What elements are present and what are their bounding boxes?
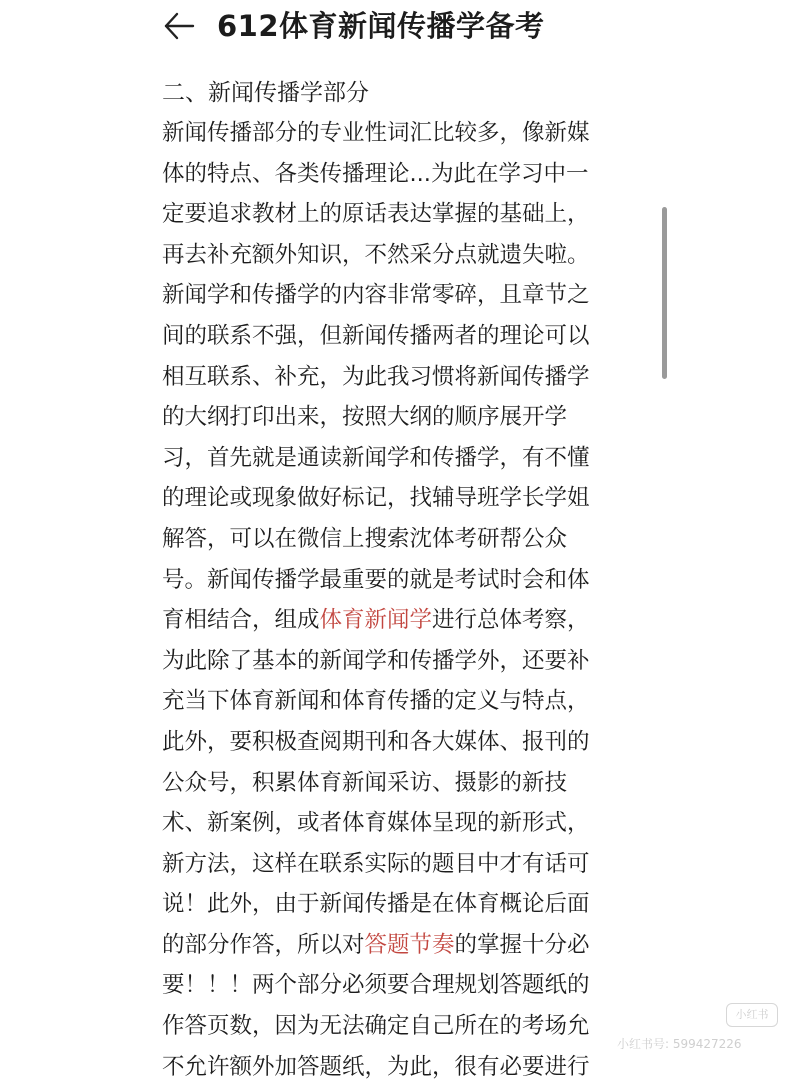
watermark-id: 小红书号: 599427226 bbox=[617, 1037, 742, 1051]
arrow-left-icon bbox=[160, 8, 200, 44]
text-segment: 习，首先就是通读新闻学和传播学，有不懂 bbox=[162, 444, 590, 471]
text-line bbox=[162, 600, 627, 641]
text-line bbox=[162, 560, 627, 601]
text-segment: 公众号，积累体育新闻采访、摄影的新技 bbox=[162, 769, 568, 796]
text-line bbox=[162, 113, 627, 154]
text-line bbox=[162, 438, 627, 479]
text-segment: 充当下体育新闻和体育传播的定义与特点， bbox=[162, 688, 590, 715]
text-segment: 为此除了基本的新闻学和传播学外，还要补 bbox=[162, 647, 590, 674]
text-segment: 定要追求教材上的原话表达掌握的基础上， bbox=[162, 201, 590, 228]
article-body bbox=[162, 113, 627, 1087]
text-line bbox=[162, 478, 627, 519]
text-line bbox=[162, 275, 627, 316]
header-bar bbox=[0, 0, 800, 56]
text-segment: 的大纲打印出来，按照大纲的顺序展开学 bbox=[162, 404, 568, 431]
text-line bbox=[162, 763, 627, 804]
text-segment: 号。新闻传播学最重要的就是考试时会和体 bbox=[162, 566, 590, 593]
highlighted-text: 答题节奏 bbox=[364, 931, 455, 958]
text-segment: 的理论或现象做好标记，找辅导班学长学姐 bbox=[162, 485, 590, 512]
text-segment: 作答页数，因为无法确定自己所在的考场允 bbox=[162, 1013, 590, 1040]
article-content bbox=[162, 73, 627, 1087]
text-segment: 术、新案例，或者体育媒体呈现的新形式， bbox=[162, 810, 590, 837]
text-segment: 不允许额外加答题纸，为此，很有必要进行 bbox=[162, 1053, 590, 1080]
text-line bbox=[162, 884, 627, 925]
text-segment: 进行总体考察， bbox=[432, 607, 590, 634]
text-line bbox=[162, 154, 627, 195]
section-heading: 二、新闻传播学部分 bbox=[162, 80, 369, 106]
scrollbar-thumb[interactable] bbox=[662, 207, 667, 379]
text-line bbox=[162, 925, 627, 966]
page-title: 612体育新闻传播学备考 bbox=[217, 9, 545, 43]
text-segment: 相互联系、补充，为此我习惯将新闻传播学 bbox=[162, 363, 590, 390]
text-line bbox=[162, 235, 627, 276]
watermark-logo: 小红书 bbox=[726, 1003, 778, 1027]
highlighted-text: 体育新闻学 bbox=[319, 607, 433, 634]
text-line bbox=[162, 641, 627, 682]
text-line bbox=[162, 397, 627, 438]
text-segment: 再去补充额外知识，不然采分点就遗失啦。 bbox=[162, 241, 590, 268]
text-segment: 新闻传播部分的专业性词汇比较多，像新媒 bbox=[162, 120, 590, 146]
text-line bbox=[162, 681, 627, 722]
text-line bbox=[162, 722, 627, 763]
text-line bbox=[162, 844, 627, 885]
text-line bbox=[162, 316, 627, 357]
text-segment: 育相结合，组成 bbox=[162, 607, 320, 634]
text-segment: 此外，要积极查阅期刊和各大媒体、报刊的 bbox=[162, 728, 590, 755]
text-segment: 体的特点、各类传播理论...为此在学习中一 bbox=[162, 160, 589, 187]
text-line bbox=[162, 965, 627, 1006]
text-segment: 间的联系不强，但新闻传播两者的理论可以 bbox=[162, 322, 590, 349]
text-segment: 解答，可以在微信上搜索沈体考研帮公众 bbox=[162, 525, 568, 552]
text-line bbox=[162, 357, 627, 398]
text-segment: 新闻学和传播学的内容非常零碎，且章节之 bbox=[162, 282, 590, 309]
text-segment: 的部分作答，所以对 bbox=[162, 931, 365, 958]
text-line bbox=[162, 1006, 627, 1047]
text-line bbox=[162, 519, 627, 560]
text-line bbox=[162, 194, 627, 235]
text-segment: 新方法，这样在联系实际的题目中才有话可 bbox=[162, 850, 590, 877]
text-segment: 说！此外，由于新闻传播是在体育概论后面 bbox=[162, 891, 590, 918]
text-segment: 的掌握十分必 bbox=[454, 931, 590, 958]
text-line bbox=[162, 803, 627, 844]
back-button[interactable] bbox=[160, 8, 200, 44]
text-segment: 要！！！两个部分必须要合理规划答题纸的 bbox=[162, 972, 590, 999]
